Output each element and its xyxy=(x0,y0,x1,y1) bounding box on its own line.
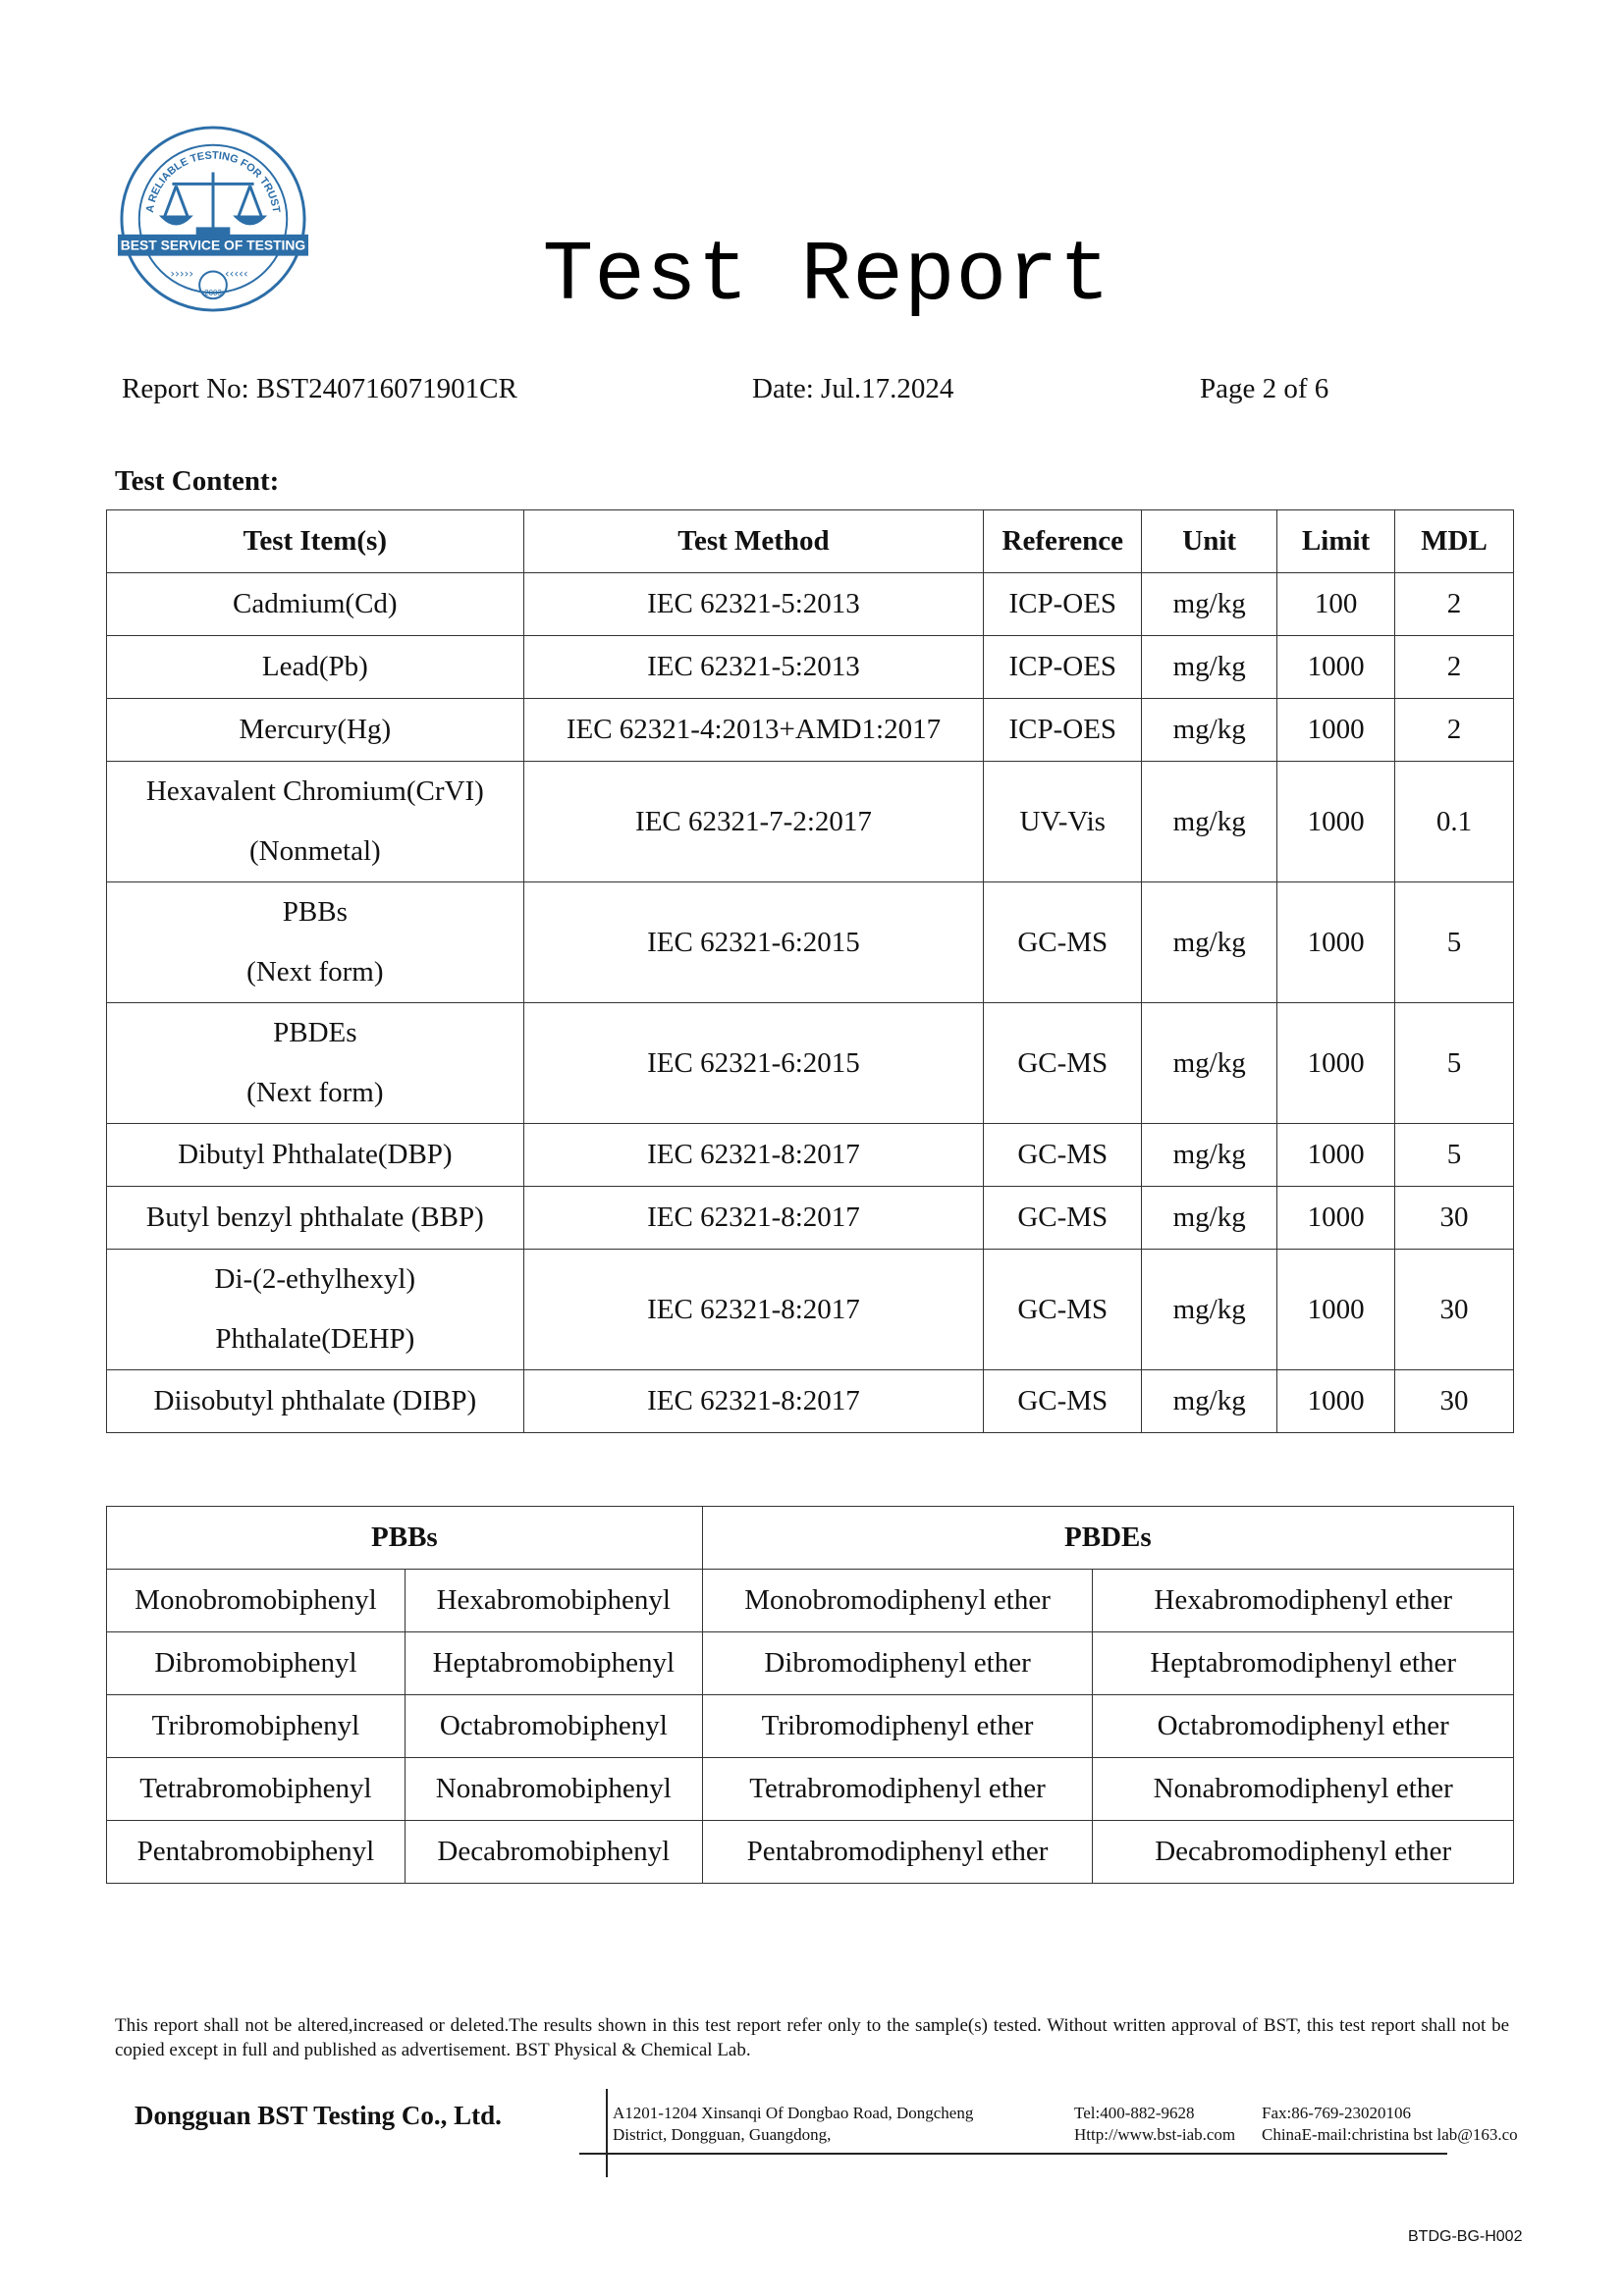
table-row xyxy=(107,1124,1514,1187)
table-row xyxy=(107,762,1514,882)
reference: GC-MS xyxy=(984,1124,1142,1187)
svg-text:›››››: ››››› xyxy=(170,266,194,281)
pbde-compound: Dibromodiphenyl ether xyxy=(702,1632,1093,1695)
pbde-compound: Nonabromodiphenyl ether xyxy=(1093,1758,1514,1821)
pbb-compound: Tribromobiphenyl xyxy=(107,1695,406,1758)
limit: 1000 xyxy=(1277,1124,1395,1187)
mdl: 5 xyxy=(1395,1124,1514,1187)
column-header: Test Method xyxy=(523,510,984,573)
pbb-compound: Pentabromobiphenyl xyxy=(107,1821,406,1884)
test-item: Diisobutyl phthalate (DIBP) xyxy=(107,1370,524,1433)
test-item xyxy=(107,762,524,882)
table-row xyxy=(107,1821,1514,1884)
test-method: IEC 62321-4:2013+AMD1:2017 xyxy=(523,699,984,762)
test-item: Dibutyl Phthalate(DBP) xyxy=(107,1124,524,1187)
pbb-compound: Heptabromobiphenyl xyxy=(405,1632,702,1695)
document-code: BTDG-BG-H002 xyxy=(1408,2228,1523,2245)
logo-banner-text: BEST SERVICE OF TESTING xyxy=(120,237,306,253)
telephone: Tel:400-882-9628 xyxy=(1074,2104,1195,2122)
test-method: IEC 62321-7-2:2017 xyxy=(523,762,984,882)
limit: 1000 xyxy=(1277,1187,1395,1250)
unit: mg/kg xyxy=(1142,1003,1277,1124)
limit: 1000 xyxy=(1277,1370,1395,1433)
mdl: 30 xyxy=(1395,1250,1514,1370)
table-row xyxy=(107,1003,1514,1124)
unit: mg/kg xyxy=(1142,882,1277,1003)
test-item-line2: (Next form) xyxy=(246,1077,384,1108)
page-title: Test Report xyxy=(542,228,1111,324)
pbde-compound: Pentabromodiphenyl ether xyxy=(702,1821,1093,1884)
test-item: Mercury(Hg) xyxy=(107,699,524,762)
pbb-compound: Hexabromobiphenyl xyxy=(405,1570,702,1632)
mdl: 5 xyxy=(1395,882,1514,1003)
test-item-line1: PBDEs xyxy=(273,1017,357,1048)
limit: 1000 xyxy=(1277,882,1395,1003)
reference: UV-Vis xyxy=(984,762,1142,882)
page-number: Page 2 of 6 xyxy=(1200,373,1329,404)
unit: mg/kg xyxy=(1142,762,1277,882)
test-content-table xyxy=(106,509,1514,1433)
fax: Fax:86-769-23020106 xyxy=(1262,2104,1412,2122)
column-header: Limit xyxy=(1277,510,1395,573)
limit: 1000 xyxy=(1277,1003,1395,1124)
test-content-label: Test Content: xyxy=(115,465,280,497)
mdl: 2 xyxy=(1395,636,1514,699)
pbde-compound: Octabromodiphenyl ether xyxy=(1093,1695,1514,1758)
pbdes-header: PBDEs xyxy=(702,1507,1513,1570)
pbde-compound: Decabromodiphenyl ether xyxy=(1093,1821,1514,1884)
pbb-compound: Dibromobiphenyl xyxy=(107,1632,406,1695)
address-line-2: District, Dongguan, Guangdong, xyxy=(613,2125,832,2144)
website: Http://www.bst-iab.com xyxy=(1074,2125,1236,2144)
reference: GC-MS xyxy=(984,1370,1142,1433)
table-row xyxy=(107,573,1514,636)
pbde-compound: Hexabromodiphenyl ether xyxy=(1093,1570,1514,1632)
reference: ICP-OES xyxy=(984,699,1142,762)
test-item: Butyl benzyl phthalate (BBP) xyxy=(107,1187,524,1250)
column-header: MDL xyxy=(1395,510,1514,573)
report-number: Report No: BST240716071901CR xyxy=(122,373,517,404)
limit: 1000 xyxy=(1277,699,1395,762)
disclaimer-text: This report shall not be altered,increased or deleted.The results shown in this test report refer only to the sample(s) tested. Without written approval of BST, this test report shall not be copied except in full and published as advertisement. BST Physical & Chemical Lab. xyxy=(115,2015,1509,2060)
unit: mg/kg xyxy=(1142,573,1277,636)
test-method: IEC 62321-6:2015 xyxy=(523,882,984,1003)
test-method: IEC 62321-8:2017 xyxy=(523,1124,984,1187)
footer-divider-vertical xyxy=(606,2089,608,2177)
pbde-compound: Tribromodiphenyl ether xyxy=(702,1695,1093,1758)
reference: GC-MS xyxy=(984,1003,1142,1124)
scales-icon xyxy=(163,172,264,234)
reference: GC-MS xyxy=(984,1187,1142,1250)
table-row xyxy=(107,1187,1514,1250)
company-name: Dongguan BST Testing Co., Ltd. xyxy=(135,2101,502,2130)
test-item xyxy=(107,882,524,1003)
table-row xyxy=(107,1758,1514,1821)
test-item-line1: Di-(2-ethylhexyl) xyxy=(214,1263,416,1295)
table-row xyxy=(107,636,1514,699)
unit: mg/kg xyxy=(1142,1250,1277,1370)
test-method: IEC 62321-5:2013 xyxy=(523,573,984,636)
test-item-line2: Phthalate(DEHP) xyxy=(215,1323,415,1355)
unit: mg/kg xyxy=(1142,1124,1277,1187)
limit: 1000 xyxy=(1277,1250,1395,1370)
pbb-compound: Monobromobiphenyl xyxy=(107,1570,406,1632)
table-row xyxy=(107,1250,1514,1370)
table-header-row xyxy=(107,510,1514,573)
table-row xyxy=(107,1370,1514,1433)
unit: mg/kg xyxy=(1142,1370,1277,1433)
pbb-compound: Nonabromobiphenyl xyxy=(405,1758,702,1821)
pbbs-header: PBBs xyxy=(107,1507,703,1570)
report-date: Date: Jul.17.2024 xyxy=(752,373,954,404)
address-line-1: A1201-1204 Xinsanqi Of Dongbao Road, Dongcheng xyxy=(613,2104,974,2122)
mdl: 0.1 xyxy=(1395,762,1514,882)
svg-text:‹‹‹‹‹: ‹‹‹‹‹ xyxy=(224,266,248,281)
pbde-compound: Heptabromodiphenyl ether xyxy=(1093,1632,1514,1695)
test-method: IEC 62321-8:2017 xyxy=(523,1370,984,1433)
limit: 1000 xyxy=(1277,636,1395,699)
table-row xyxy=(107,1570,1514,1632)
logo-year: 2003 xyxy=(204,289,222,298)
table-row xyxy=(107,1695,1514,1758)
table-row xyxy=(107,699,1514,762)
test-method: IEC 62321-8:2017 xyxy=(523,1250,984,1370)
test-method: IEC 62321-6:2015 xyxy=(523,1003,984,1124)
test-item: Lead(Pb) xyxy=(107,636,524,699)
mdl: 2 xyxy=(1395,573,1514,636)
unit: mg/kg xyxy=(1142,1187,1277,1250)
test-item xyxy=(107,1003,524,1124)
test-item: Cadmium(Cd) xyxy=(107,573,524,636)
unit: mg/kg xyxy=(1142,699,1277,762)
mdl: 30 xyxy=(1395,1370,1514,1433)
table-row xyxy=(107,1632,1514,1695)
limit: 100 xyxy=(1277,573,1395,636)
pbb-compound: Tetrabromobiphenyl xyxy=(107,1758,406,1821)
test-item-line1: PBBs xyxy=(282,896,348,928)
test-item-line1: Hexavalent Chromium(CrVI) xyxy=(145,775,484,807)
reference: ICP-OES xyxy=(984,636,1142,699)
table-header-row xyxy=(107,1507,1514,1570)
unit: mg/kg xyxy=(1142,636,1277,699)
pbde-compound: Monobromodiphenyl ether xyxy=(702,1570,1093,1632)
limit: 1000 xyxy=(1277,762,1395,882)
test-method: IEC 62321-8:2017 xyxy=(523,1187,984,1250)
reference: GC-MS xyxy=(984,1250,1142,1370)
mdl: 5 xyxy=(1395,1003,1514,1124)
pbb-pbde-table xyxy=(106,1506,1514,1884)
column-header: Reference xyxy=(984,510,1142,573)
pbb-compound: Decabromobiphenyl xyxy=(405,1821,702,1884)
test-item-line2: (Nonmetal) xyxy=(248,835,381,867)
table-row xyxy=(107,882,1514,1003)
pbde-compound: Tetrabromodiphenyl ether xyxy=(702,1758,1093,1821)
email: ChinaE-mail:christina bst lab@163.co xyxy=(1262,2125,1518,2144)
footer-divider-horizontal xyxy=(579,2153,1447,2155)
mdl: 30 xyxy=(1395,1187,1514,1250)
test-method: IEC 62321-5:2013 xyxy=(523,636,984,699)
mdl: 2 xyxy=(1395,699,1514,762)
column-header: Test Item(s) xyxy=(107,510,524,573)
reference: ICP-OES xyxy=(984,573,1142,636)
pbb-compound: Octabromobiphenyl xyxy=(405,1695,702,1758)
column-header: Unit xyxy=(1142,510,1277,573)
reference: GC-MS xyxy=(984,882,1142,1003)
test-item-line2: (Next form) xyxy=(246,956,384,988)
logo-ring-text: A RELIABLE TESTING FOR TRUST xyxy=(143,149,283,214)
test-item xyxy=(107,1250,524,1370)
